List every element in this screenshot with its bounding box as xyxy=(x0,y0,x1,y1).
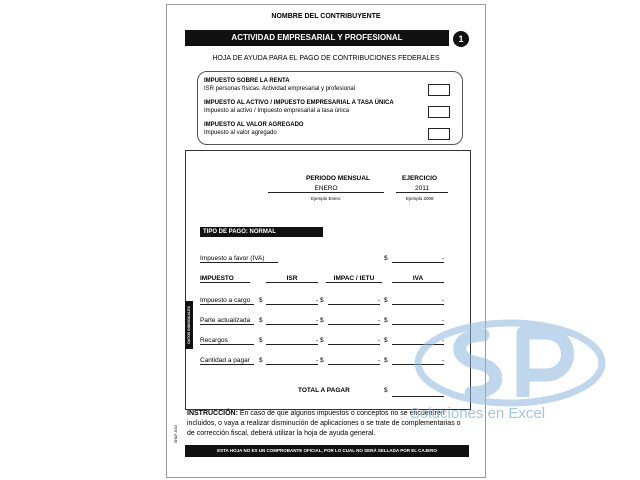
total-pagar-label: TOTAL A PAGAR xyxy=(298,387,350,394)
currency-sign: $ xyxy=(259,357,263,364)
cantidad-impac-field[interactable]: - xyxy=(328,357,380,365)
tax-desc-iva: Impuesto al valor agregado xyxy=(204,130,277,136)
row-label-impuesto-cargo: Impuesto a cargo xyxy=(200,297,254,305)
checkbox-ietu[interactable] xyxy=(428,106,450,118)
actualizada-iva-field[interactable]: - xyxy=(392,317,444,325)
checkbox-isr[interactable] xyxy=(428,84,450,96)
col-header-isr: ISR xyxy=(266,275,318,283)
periodo-label: PERIODO MENSUAL xyxy=(306,175,370,182)
actualizada-impac-field[interactable]: - xyxy=(328,317,380,325)
currency-sign: $ xyxy=(384,317,388,324)
watermark-text: Soluciones en Excel xyxy=(410,405,546,422)
instruction-label: INSTRUCCIÓN: xyxy=(187,410,238,417)
tipo-pago-bar: TIPO DE PAGO: NORMAL xyxy=(200,227,323,237)
currency-sign: $ xyxy=(259,317,263,324)
tax-desc-isr: ISR personas físicas. Actividad empresarial y profesional xyxy=(204,86,356,92)
cargo-impac-field[interactable]: - xyxy=(328,297,380,305)
col-header-impuesto: IMPUESTO xyxy=(200,275,250,283)
row-label-parte-actualizada: Parte actualizada xyxy=(200,317,254,325)
currency-sign: $ xyxy=(320,357,324,364)
cargo-iva-field[interactable]: - xyxy=(392,297,444,305)
instruction-text: En caso de que algunos impuestos o conceptos no se encuentren incluidos, o vaya a realizar disminución de aplicaciones o se trate de complementarias o de corrección fiscal, deberá utilizar la hoja de ayuda general. xyxy=(187,410,461,437)
section-title-bar: ACTIVIDAD EMPRESARIAL Y PROFESIONAL xyxy=(185,30,449,46)
ejercicio-label: EJERCICIO xyxy=(402,175,438,182)
side-label: DATOS INDIVIDUALES xyxy=(187,306,191,344)
ejercicio-field[interactable]: 2011 xyxy=(396,185,448,193)
cantidad-iva-field[interactable]: - xyxy=(392,357,444,365)
tax-title-iva: IMPUESTO AL VALOR AGREGADO xyxy=(204,122,304,128)
footer-note-bar: ESTA HOJA NO ES UN COMPROBANTE OFICIAL, POR LO CUAL NO SERÁ SELLADA POR EL CAJERO xyxy=(185,445,469,457)
currency-sign: $ xyxy=(384,337,388,344)
cargo-isr-field[interactable]: - xyxy=(266,297,318,305)
impuesto-favor-field[interactable]: - xyxy=(392,255,444,263)
currency-sign: $ xyxy=(384,387,388,394)
cantidad-isr-field[interactable]: - xyxy=(266,357,318,365)
currency-sign: $ xyxy=(320,337,324,344)
row-label-recargos: Recargos xyxy=(200,337,254,345)
actualizada-isr-field[interactable]: - xyxy=(266,317,318,325)
form-subtitle: HOJA DE AYUDA PARA EL PAGO DE CONTRIBUCIONES FEDERALES xyxy=(212,55,440,62)
currency-sign: $ xyxy=(384,357,388,364)
ejercicio-example: Ejemplo 2008 xyxy=(406,196,434,201)
section-number-badge: 1 xyxy=(453,31,469,47)
col-header-iva: IVA xyxy=(392,275,444,283)
row-label-cantidad-pagar: Cantidad a pagar xyxy=(200,357,254,365)
col-header-impac: IMPAC / IETU xyxy=(326,275,382,283)
currency-sign: $ xyxy=(320,297,324,304)
form-code: SHCP-S/02 xyxy=(174,424,178,443)
contribuyente-label: NOMBRE DEL CONTRIBUYENTE xyxy=(271,13,381,20)
currency-sign: $ xyxy=(259,337,263,344)
recargos-impac-field[interactable]: - xyxy=(328,337,380,345)
impuesto-favor-label: Impuesto a favor (IVA) xyxy=(200,255,278,263)
periodo-field[interactable]: ENERO xyxy=(268,185,384,193)
currency-sign: $ xyxy=(384,297,388,304)
checkbox-iva[interactable] xyxy=(428,128,450,140)
currency-sign: $ xyxy=(384,255,388,262)
currency-sign: $ xyxy=(259,297,263,304)
tax-title-isr: IMPUESTO SOBRE LA RENTA xyxy=(204,78,290,84)
tax-selection-box xyxy=(197,71,463,145)
recargos-iva-field[interactable]: - xyxy=(392,337,444,345)
datos-individuales-sidebar xyxy=(185,301,193,349)
periodo-example: Ejemplo Enero xyxy=(311,196,341,201)
currency-sign: $ xyxy=(320,317,324,324)
recargos-isr-field[interactable]: - xyxy=(266,337,318,345)
tax-desc-ietu: Impuesto al activo / Impuesto empresarial a tasa única xyxy=(204,108,350,114)
tax-title-ietu: IMPUESTO AL ACTIVO / IMPUESTO EMPRESARIAL A TASA ÚNICA xyxy=(204,100,394,106)
